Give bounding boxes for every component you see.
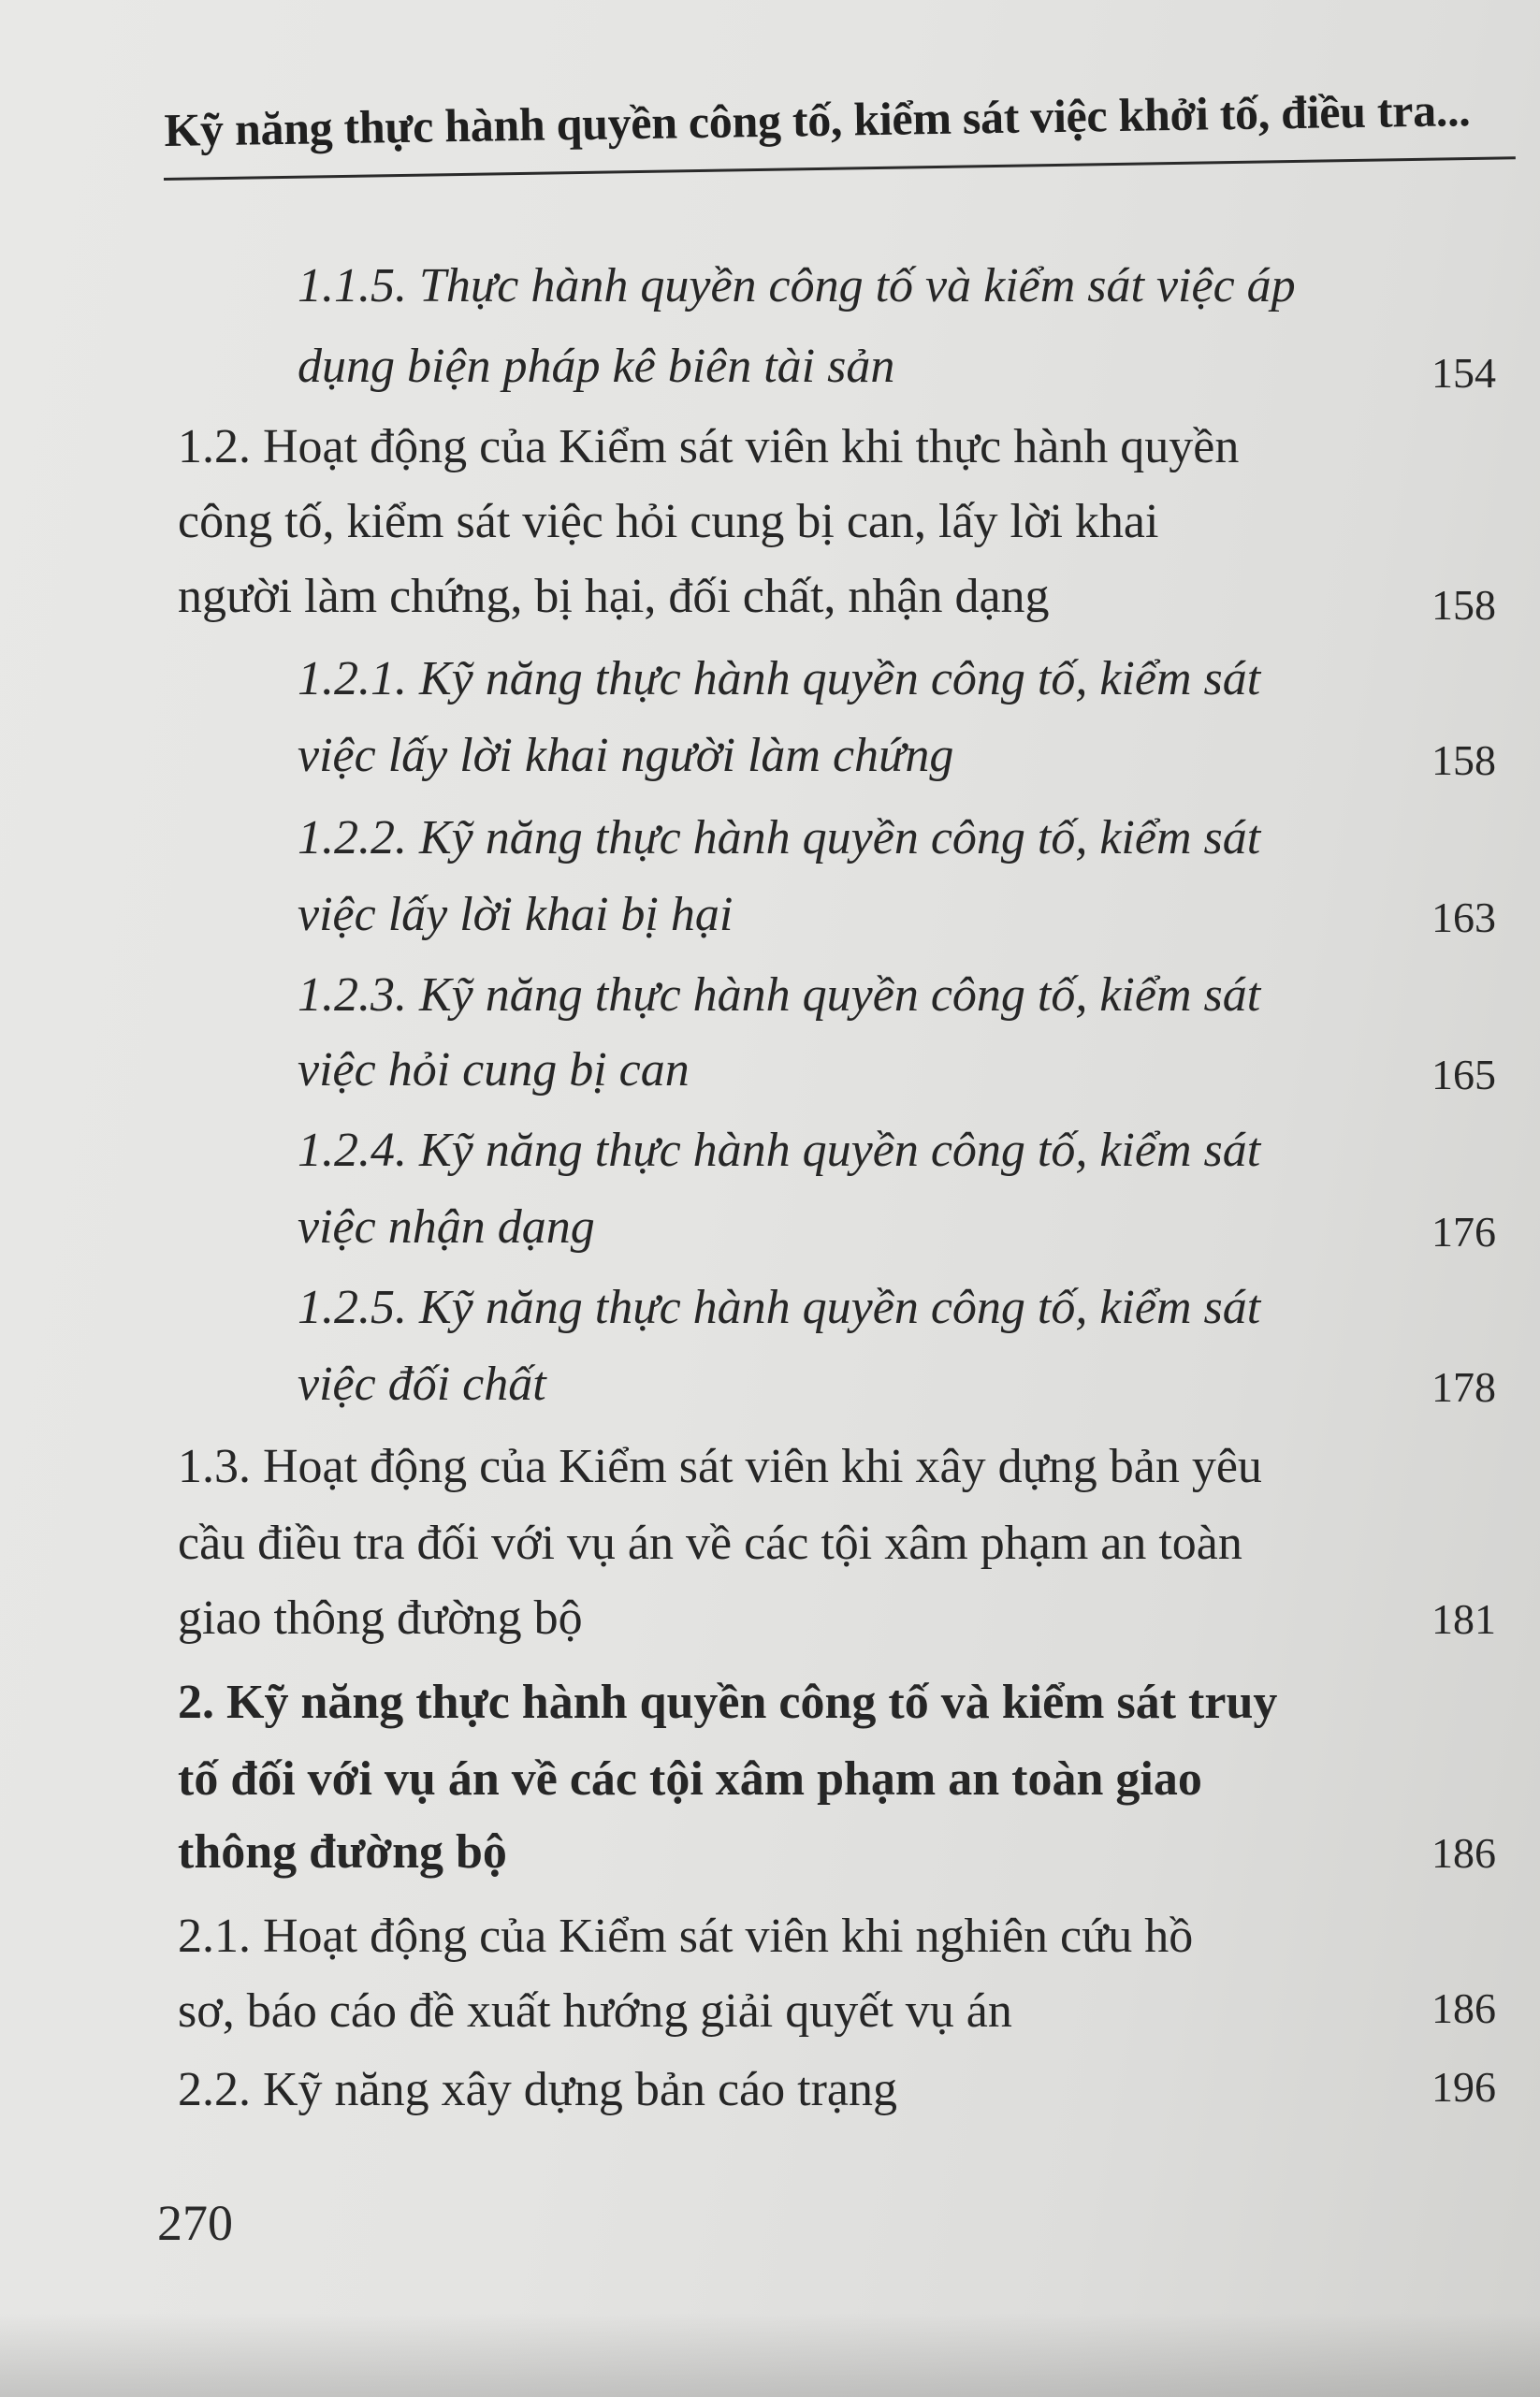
toc-entry-text: giao thông đường bộ — [178, 1591, 583, 1645]
toc-entry-text: 1.2. Hoạt động của Kiểm sát viên khi thực hành quyền — [178, 420, 1240, 473]
toc-page-number: 178 — [1431, 1363, 1496, 1411]
toc-page-number: 181 — [1431, 1595, 1496, 1643]
toc-entry-text: 1.1.5. Thực hành quyền công tố và kiểm sát việc áp — [298, 259, 1296, 312]
toc-entry-text: việc nhận dạng — [298, 1200, 595, 1254]
toc-entry-text: 2.1. Hoạt động của Kiểm sát viên khi nghiên cứu hồ — [178, 1910, 1194, 1963]
page-folio-number: 270 — [157, 2195, 233, 2251]
toc-entry-text: người làm chứng, bị hại, đối chất, nhận dạng — [178, 570, 1050, 623]
toc-page-number: 186 — [1431, 1829, 1496, 1877]
toc-entry-text: cầu điều tra đối với vụ án về các tội xâm phạm an toàn — [178, 1517, 1242, 1570]
toc-entry-text: 1.2.5. Kỹ năng thực hành quyền công tố, kiểm sát — [298, 1281, 1261, 1334]
toc-entry-text: 1.2.4. Kỹ năng thực hành quyền công tố, kiểm sát — [298, 1124, 1261, 1177]
toc-entry-text: sơ, báo cáo đề xuất hướng giải quyết vụ án — [178, 1984, 1012, 2038]
toc-entry-text: tố đối với vụ án về các tội xâm phạm an toàn giao — [178, 1752, 1202, 1806]
running-header: Kỹ năng thực hành quyền công tố, kiểm sát việc khởi tố, điều tra... — [164, 83, 1471, 156]
toc-entry-text: 2.2. Kỹ năng xây dựng bản cáo trạng — [178, 2063, 897, 2116]
toc-page-number: 196 — [1431, 2063, 1496, 2111]
toc-entry-text: 2. Kỹ năng thực hành quyền công tố và kiểm sát truy — [178, 1676, 1278, 1729]
toc-page-number: 176 — [1431, 1208, 1496, 1256]
toc-page-number: 186 — [1431, 1984, 1496, 2032]
page-edge-shadow — [0, 2313, 1540, 2397]
toc-entry-text: dụng biện pháp kê biên tài sản — [298, 340, 895, 393]
toc-page-number: 158 — [1431, 581, 1496, 629]
toc-page-number: 163 — [1431, 893, 1496, 941]
toc-entry-text: việc đối chất — [298, 1358, 546, 1411]
toc-entry-text: 1.2.1. Kỹ năng thực hành quyền công tố, kiểm sát — [298, 652, 1261, 705]
toc-entry-text: việc lấy lời khai người làm chứng — [298, 729, 954, 782]
toc-entry-text: 1.2.2. Kỹ năng thực hành quyền công tố, kiểm sát — [298, 811, 1261, 864]
toc-entry-text: 1.3. Hoạt động của Kiểm sát viên khi xây dựng bản yêu — [178, 1440, 1262, 1493]
toc-entry-text: việc lấy lời khai bị hại — [298, 888, 734, 941]
toc-entry-text: công tố, kiểm sát việc hỏi cung bị can, lấy lời khai — [178, 495, 1159, 548]
toc-entry-text: việc hỏi cung bị can — [298, 1043, 690, 1097]
toc-entry-text: 1.2.3. Kỹ năng thực hành quyền công tố, kiểm sát — [298, 968, 1261, 1022]
toc-entry-text: thông đường bộ — [178, 1825, 507, 1879]
toc-page-number: 165 — [1431, 1051, 1496, 1098]
toc-page-number: 158 — [1431, 736, 1496, 784]
toc-page-number: 154 — [1431, 349, 1496, 397]
